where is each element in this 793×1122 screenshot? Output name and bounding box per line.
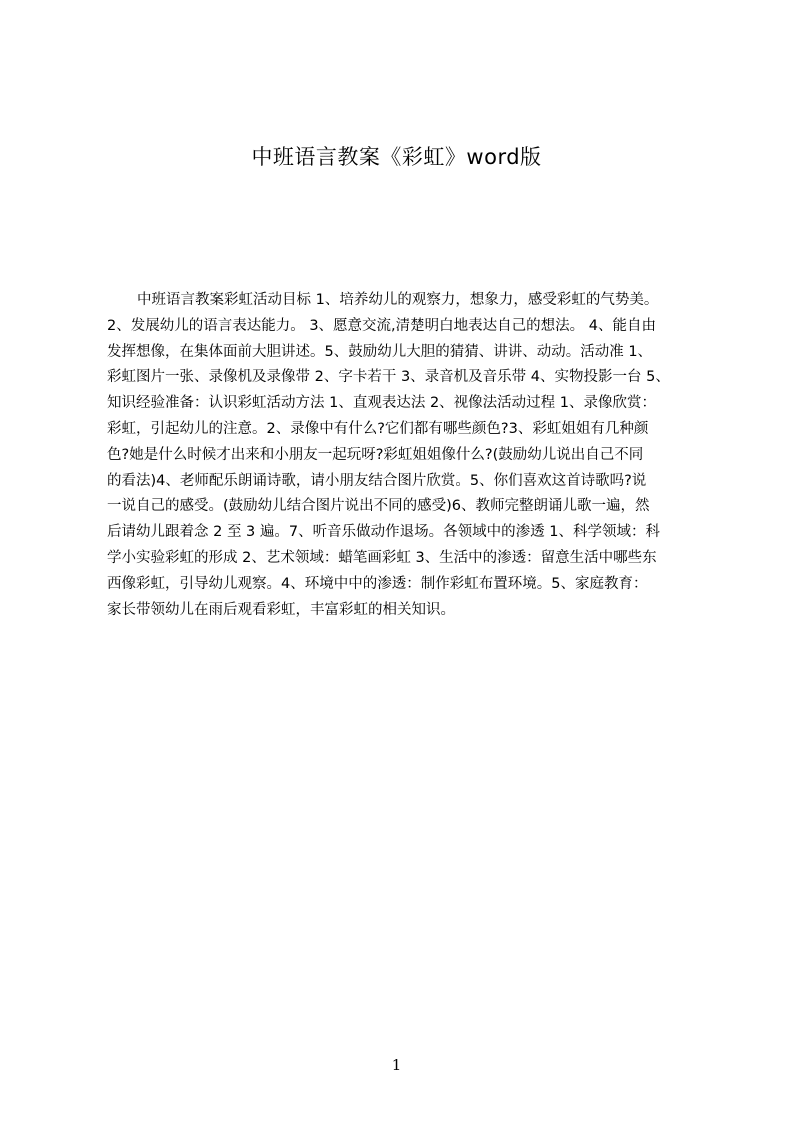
body-line: 后请幼儿跟着念 2 至 3 遍。7、听音乐做动作退场。各领域中的渗透 1、科学领域：科 [107, 524, 660, 541]
body-line: 知识经验准备：认识彩虹活动方法 1、直观表达法 2、视像法活动过程 1、录像欣赏： [107, 395, 657, 412]
body-paragraph [107, 288, 700, 633]
body-line: 学小实验彩虹的形成 2、艺术领域：蜡笔画彩虹 3、生活中的渗透：留意生活中哪些东 [107, 549, 657, 566]
body-line: 的看法)4、老师配乐朗诵诗歌，请小朋友结合图片欣赏。5、你们喜欢这首诗歌吗?说 [107, 472, 647, 489]
body-line: 彩虹，引起幼儿的注意。2、录像中有什么?它们都有哪些颜色?3、彩虹姐姐有几种颜 [107, 420, 649, 437]
document-title: 中班语言教案《彩虹》word版 [251, 145, 542, 169]
body-line: 彩虹图片一张、录像机及录像带 2、字卡若干 3、录音机及音乐带 4、实物投影一台 5、 [107, 369, 670, 386]
body-line: 2、发展幼儿的语言表达能力。 3、愿意交流,清楚明白地表达自己的想法。 4、能自由 [107, 317, 657, 334]
body-line: 家长带领幼儿在雨后观看彩虹，丰富彩虹的相关知识。 [107, 601, 455, 618]
body-line: 一说自己的感受。(鼓励幼儿结合图片说出不同的感受)6、教师完整朗诵儿歌一遍，然 [107, 498, 650, 515]
body-line: 色?她是什么时候才出来和小朋友一起玩呀?彩虹姐姐像什么?(鼓励幼儿说出自己不同 [107, 446, 644, 463]
body-line: 发挥想像，在集体面前大胆讲述。5、鼓励幼儿大胆的猜猜、讲讲、动动。活动准 1、 [107, 343, 653, 360]
page-number: 1 [391, 1056, 402, 1074]
body-line: 中班语言教案彩虹活动目标 1、培养幼儿的观察力，想象力，感受彩虹的气势美。 [137, 292, 659, 308]
body-line: 西像彩虹，引导幼儿观察。4、环境中中的渗透：制作彩虹布置环境。5、家庭教育： [107, 575, 648, 592]
